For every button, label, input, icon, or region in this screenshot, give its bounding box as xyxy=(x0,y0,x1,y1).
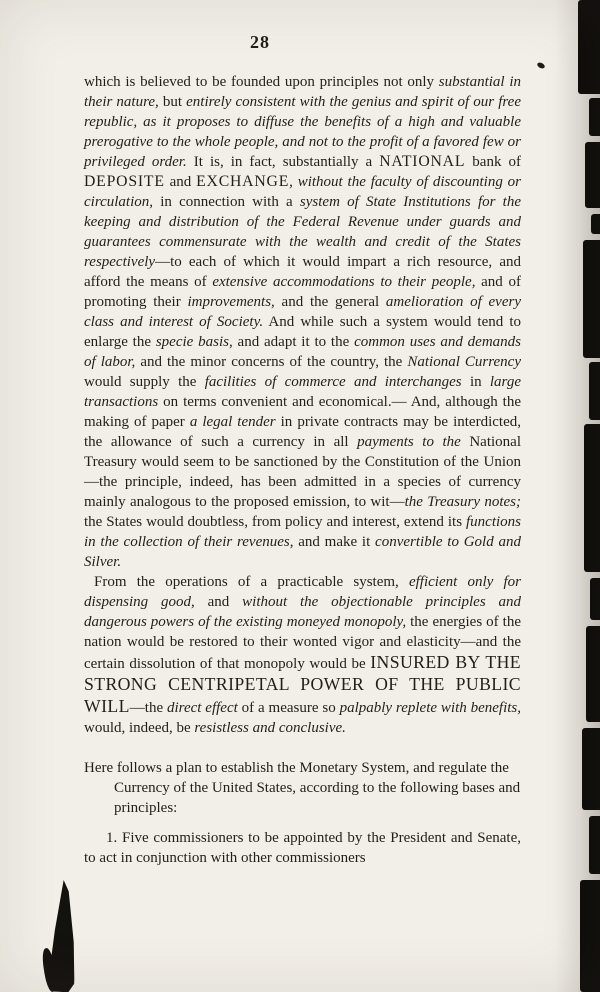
scan-artifact-bar xyxy=(591,214,600,234)
text-segment: Here follows a plan to establish the Monetary System, and regulate the Currency of the United States, according to the following bases and principles: xyxy=(84,760,521,816)
text-segment: large transactions xyxy=(84,374,521,410)
paragraph xyxy=(84,572,521,738)
paragraph xyxy=(84,828,521,868)
text-segment: bank of xyxy=(465,154,521,170)
text-segment: NATIONAL xyxy=(379,153,466,170)
text-segment: and xyxy=(164,174,197,190)
text-segment: resistless and conclusive. xyxy=(194,720,346,736)
text-segment: and the general xyxy=(274,294,386,310)
text-segment: extensive accommodations to their people, xyxy=(212,274,476,290)
text-segment: amelioration of every class and interest of Society. xyxy=(84,294,521,330)
text-segment: in xyxy=(461,374,490,390)
scan-artifact-bar xyxy=(585,142,600,208)
scan-artifact-bar xyxy=(589,362,600,420)
text-segment: but xyxy=(158,94,187,110)
scan-artifact-bar xyxy=(586,626,600,722)
text-segment: and adapt it to the xyxy=(232,334,355,350)
scan-artifact-bar xyxy=(589,816,600,874)
text-segment: entirely consistent with the genius and spirit of our free republic, as it proposes to diffuse the benefits of a high and valuable prerogative to the whole people, and not to the profit of a favored few or privileged order. xyxy=(84,94,521,170)
text-segment: substantial in their nature, xyxy=(84,74,521,110)
text-segment: DEPOSITE xyxy=(84,173,165,190)
text-segment: EXCHANGE xyxy=(196,173,290,190)
text-segment: and the minor concerns of the country, the xyxy=(135,354,408,370)
page-text xyxy=(84,72,521,868)
text-segment: palpably replete with benefits, xyxy=(339,700,522,716)
text-segment: the energies of the nation would be restored to their wonted vigor and elasticity—and the certain dissolution of that monopoly would be xyxy=(84,614,521,672)
text-segment: on terms convenient and economical.— And, although the making of paper xyxy=(84,394,521,430)
text-segment: National Treasury would seem to be sanctioned by the Constitution of the Union—the principle, indeed, has been admitted in a species of currency mainly analogous to the proposed emission, to wit— xyxy=(84,434,521,510)
paragraph xyxy=(84,758,521,818)
text-segment: direct effect xyxy=(167,700,238,716)
text-segment: the States would doubtless, from policy and interest, extend its xyxy=(84,514,466,530)
text-segment: and of promoting their xyxy=(84,274,521,310)
text-segment: INSURED BY THE STRONG CENTRIPETAL POWER OF THE PUBLIC WILL xyxy=(84,652,521,716)
text-segment: It is, in fact, substantially a xyxy=(186,154,380,170)
text-segment: —to each of which it would impart a rich resource, and afford the means of xyxy=(84,254,521,290)
text-segment: and make it xyxy=(293,534,376,550)
scan-artifact-bar xyxy=(578,0,600,94)
text-segment: payments to the xyxy=(357,434,461,450)
paragraph xyxy=(84,72,521,572)
text-segment: and xyxy=(194,594,243,610)
text-segment: —the xyxy=(129,700,167,716)
text-segment: a legal tender xyxy=(189,414,276,430)
scan-artifact-bar xyxy=(582,728,600,810)
text-segment: would supply the xyxy=(84,374,205,390)
text-segment: in private contracts may be interdicted, the allowance of such a currency in all xyxy=(84,414,521,450)
text-segment: without the objectionable principles and dangerous powers of the existing moneyed monopoly, xyxy=(84,594,522,630)
scan-artifact-bar xyxy=(580,880,600,992)
scan-artifact-bar xyxy=(584,424,600,572)
text-segment: efficient only for dispensing good, xyxy=(84,574,521,610)
text-segment: , xyxy=(289,174,298,190)
text-segment: From the operations of a practicable system, xyxy=(94,574,409,590)
text-segment: facilities of commerce and interchanges xyxy=(204,374,462,390)
scan-artifact-bar xyxy=(583,240,600,358)
text-segment: And while such a system would tend to enlarge the xyxy=(84,314,521,350)
text-segment: functions in the collection of their revenues, xyxy=(84,514,521,550)
text-segment: common uses and demands of labor, xyxy=(84,334,522,370)
text-segment: convertible to Gold and Silver. xyxy=(84,534,521,570)
text-segment: which is believed to be founded upon principles not only xyxy=(84,74,439,90)
text-segment: without the faculty of discounting or circulation, xyxy=(84,174,521,210)
ink-speck xyxy=(536,61,545,69)
text-segment: 1. Five commissioners to be appointed by the President and Senate, to act in conjunction with other commissioners xyxy=(84,830,521,866)
text-segment: improvements, xyxy=(187,294,275,310)
scan-artifact-bar xyxy=(589,98,600,136)
page-number: 28 xyxy=(250,32,270,52)
text-segment: would, indeed, be xyxy=(84,720,195,736)
text-segment: in connection with a xyxy=(153,194,300,210)
text-segment: of a measure so xyxy=(237,700,340,716)
text-segment: system of State Institutions for the keeping and distribution of the Federal Revenue under guards and guarantees commensurate with the wealth and credit of the States respectively xyxy=(84,194,521,270)
scan-artifact-bar xyxy=(590,578,600,620)
text-segment: National Currency xyxy=(407,354,522,370)
text-segment: specie basis, xyxy=(155,334,233,350)
text-segment: the Treasury notes; xyxy=(404,494,521,510)
